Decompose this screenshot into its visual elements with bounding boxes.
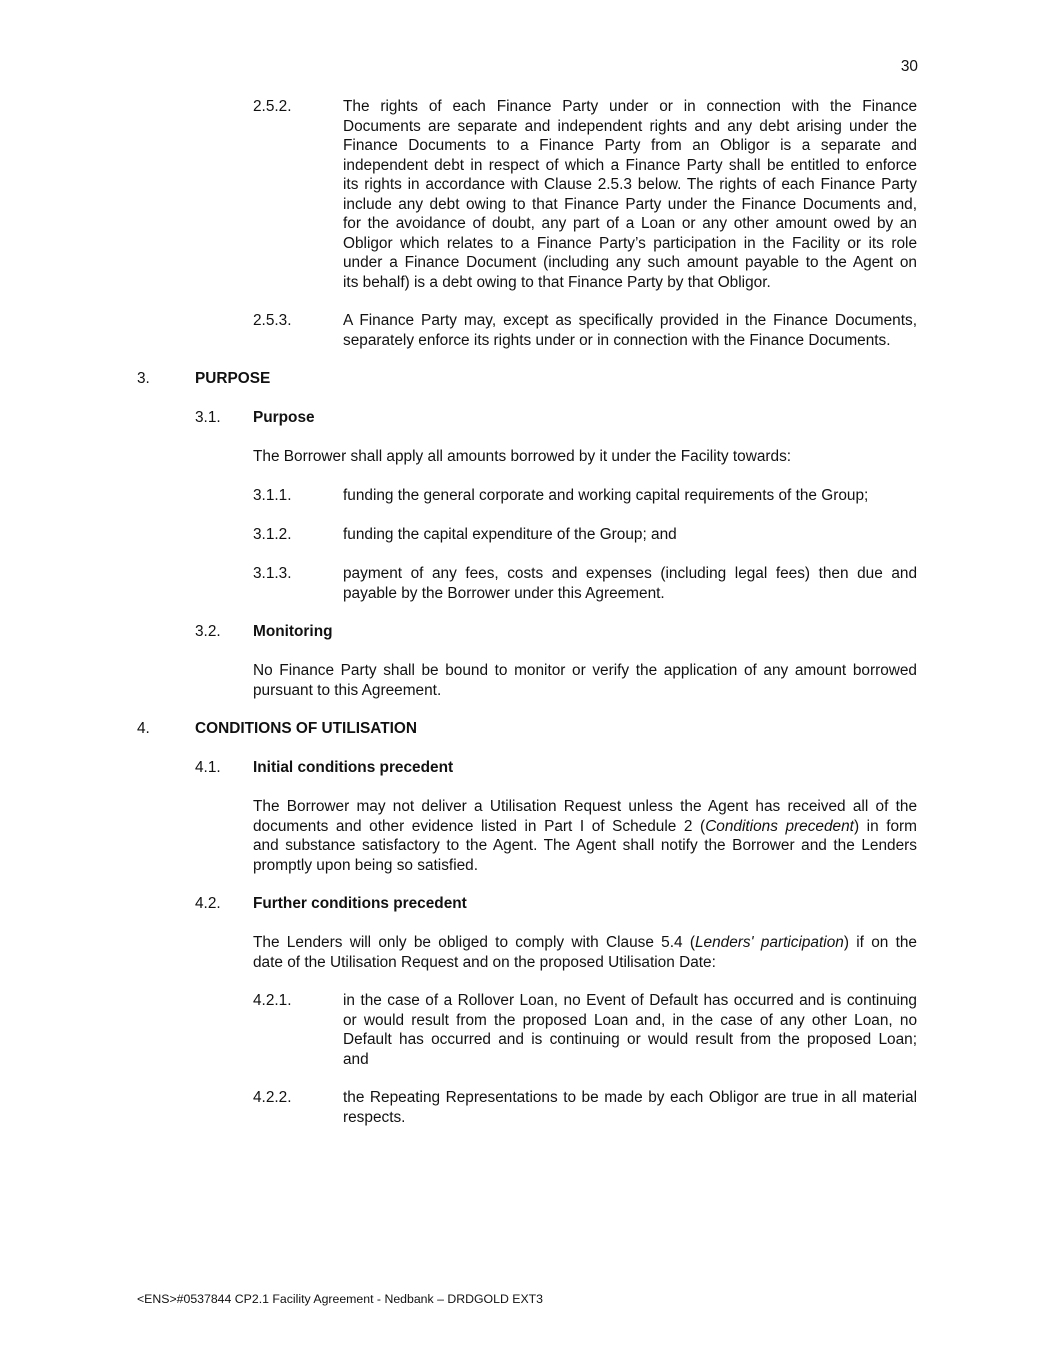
subsection-number: 4.2. — [195, 895, 221, 912]
paragraph-line: The rights of each Finance Party under or in connection with the Finance — [343, 98, 917, 115]
paragraph-line: payable by the Borrower under this Agreement. — [343, 584, 665, 602]
paragraph-line: No Finance Party shall be bound to monitor or verify the application of any amount borrowed — [253, 662, 917, 679]
paragraph-line: payment of any fees, costs and expenses (including legal fees) then due and — [343, 565, 917, 582]
defined-term: Lenders' participation — [694, 934, 844, 951]
subsection-number: 3.1. — [195, 409, 221, 426]
paragraph-line: promptly upon being so satisfied. — [253, 856, 479, 874]
page-number: 30 — [900, 58, 918, 75]
paragraph-line: its rights in accordance with Clause 2.5.3 below. The rights of each Finance Party — [343, 176, 917, 193]
clause-number: 4.2.2. — [253, 1089, 292, 1106]
subsection-heading: Further conditions precedent — [253, 895, 467, 912]
section-heading: PURPOSE — [195, 370, 271, 387]
section-number: 3. — [137, 370, 150, 387]
text-run: ) in form — [853, 817, 918, 835]
paragraph-line: independent debt in respect of which a Finance Party shall be entitled to enforce — [343, 156, 917, 174]
paragraph-line: Finance Documents to a Finance Party from an Obligor is a separate and — [343, 137, 917, 154]
subsection-heading: Initial conditions precedent — [253, 759, 454, 776]
paragraph-line: and substance satisfactory to the Agent. The Agent shall notify the Borrower and the Lenders — [253, 837, 917, 854]
section-heading: CONDITIONS OF UTILISATION — [195, 720, 418, 737]
clause-number: 3.1.2. — [253, 526, 292, 543]
document-footer: <ENS>#0537844 CP2.1 Facility Agreement - Nedbank – DRDGOLD EXT3 — [137, 1292, 544, 1306]
section-number: 4. — [137, 720, 150, 737]
paragraph-line: the Repeating Representations to be made by each Obligor are true in all material — [343, 1089, 917, 1106]
paragraph-line: under a Finance Document (including any such amount payable to the Agent on — [343, 254, 917, 271]
clause-number: 2.5.3. — [253, 312, 292, 329]
paragraph-line: Obligor which relates to a Finance Party’s participation in the Facility or its role — [343, 234, 917, 252]
clause-number: 3.1.3. — [253, 565, 292, 582]
paragraph-line: for the avoidance of doubt, any part of a Loan or any other amount owed by an — [343, 215, 917, 232]
paragraph-line: its behalf) is a debt owing to that Finance Party by that Obligor. — [343, 273, 771, 291]
defined-term: Conditions precedent — [705, 817, 854, 835]
text-run: documents and other evidence listed in Part I of Schedule 2 ( — [253, 817, 706, 835]
paragraph-line: pursuant to this Agreement. — [253, 681, 442, 699]
subsection-heading: Purpose — [253, 409, 315, 426]
paragraph-line: funding the general corporate and working capital requirements of the Group; — [343, 487, 869, 504]
subsection-number: 3.2. — [195, 623, 221, 640]
text-run: The Lenders will only be obliged to comply with Clause 5.4 ( — [253, 934, 695, 951]
clause-number: 3.1.1. — [253, 487, 292, 504]
paragraph-line: A Finance Party may, except as specifically provided in the Finance Documents, — [343, 312, 917, 329]
paragraph-line: Default has occurred and is continuing or would result from the proposed Loan; — [343, 1031, 917, 1048]
paragraph-line: or would result from the proposed Loan and, in the case of any other Loan, no — [343, 1011, 917, 1029]
paragraph-line: respects. — [343, 1108, 406, 1126]
paragraph-line: Documents are separate and independent rights and any debt arising under the — [343, 117, 917, 135]
paragraph-line: date of the Utilisation Request and on the proposed Utilisation Date: — [253, 953, 716, 971]
paragraph-line: separately enforce its rights under or in connection with the Finance Documents. — [343, 331, 891, 349]
paragraph-line: The Borrower may not deliver a Utilisation Request unless the Agent has received all of the — [253, 798, 917, 815]
clause-number: 4.2.1. — [253, 992, 292, 1009]
paragraph-line: funding the capital expenditure of the Group; and — [343, 526, 677, 543]
paragraph-line — [253, 817, 917, 837]
paragraph-line: The Borrower shall apply all amounts borrowed by it under the Facility towards: — [253, 448, 792, 465]
paragraph-line: and — [343, 1050, 369, 1068]
paragraph-line: include any debt owing to that Finance Party under the Finance Documents and, — [343, 195, 917, 213]
clause-number: 2.5.2. — [253, 98, 292, 115]
paragraph-line: in the case of a Rollover Loan, no Event of Default has occurred and is continuing — [343, 992, 917, 1009]
text-run: ) if on the — [843, 934, 917, 951]
subsection-number: 4.1. — [195, 759, 221, 776]
paragraph-line — [253, 933, 917, 953]
subsection-heading: Monitoring — [253, 623, 333, 640]
